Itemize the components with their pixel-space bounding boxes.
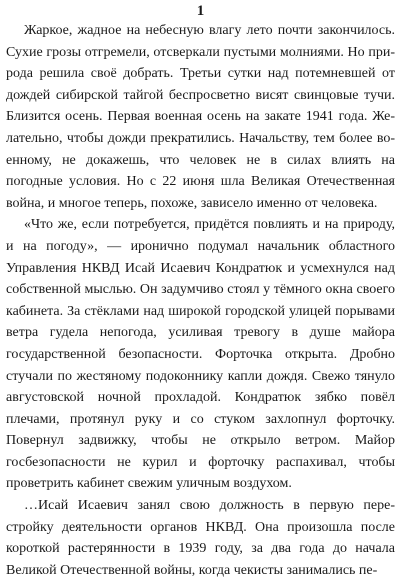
- chapter-number: 1: [196, 3, 205, 19]
- paragraph-1: Жаркое, жадное на небесную влагу лето почти закончилось. Сухие грозы отгремели, отсверкали пустыми молниями. Но природа решила своё добрать. Третьи сутки над потемневшей от дождей сибирской тайгой беспросветно висят свинцовые тучи. Близится осень. Первая военная осень на закате 1941 года. Желательно, чтобы дожди прекратились. Начальству, тем более военному, не докажешь, что человек не в силах влиять на погодные условия. Но с 22 июня шла Великая Отечественная война, и многое теперь, похоже, зависело именно от человека.: [6, 23, 395, 211]
- paragraph-2: «Что же, если потребуется, придётся повлиять и на природу, и на погоду», — иронично подумал начальник областного Управления НКВД Исай Исаевич Кондратюк и усмехнулся над собственной мыслью. Он задумчиво стоял у тёмного окна своего кабинета. За стёклами над широкой городской улицей порывами ветра гудела непогода, усиливая тревогу в душе майора государственной безопасности. Форточка открыта. Дробно стучали по жестяному подоконнику капли дождя. Свежо тянуло августовской ночной прохладой. Кондратюк зябко повёл плечами, протянул руку и со стуком захлопнул форточку. Повернул задвижку, чтобы не открыло ветром. Майор госбезопасности не курил и форточку распахивал, чтобы проветрить кабинет свежим уличным воздухом.: [6, 217, 395, 492]
- paragraph-3: …Исай Исаевич занял свою должность в первую перестройку деятельности органов НКВД. Она произошла после короткой растерянности в 1939 году, за два года до начала Великой Отечественной войны, когда чекисты занимались пе-: [6, 498, 395, 578]
